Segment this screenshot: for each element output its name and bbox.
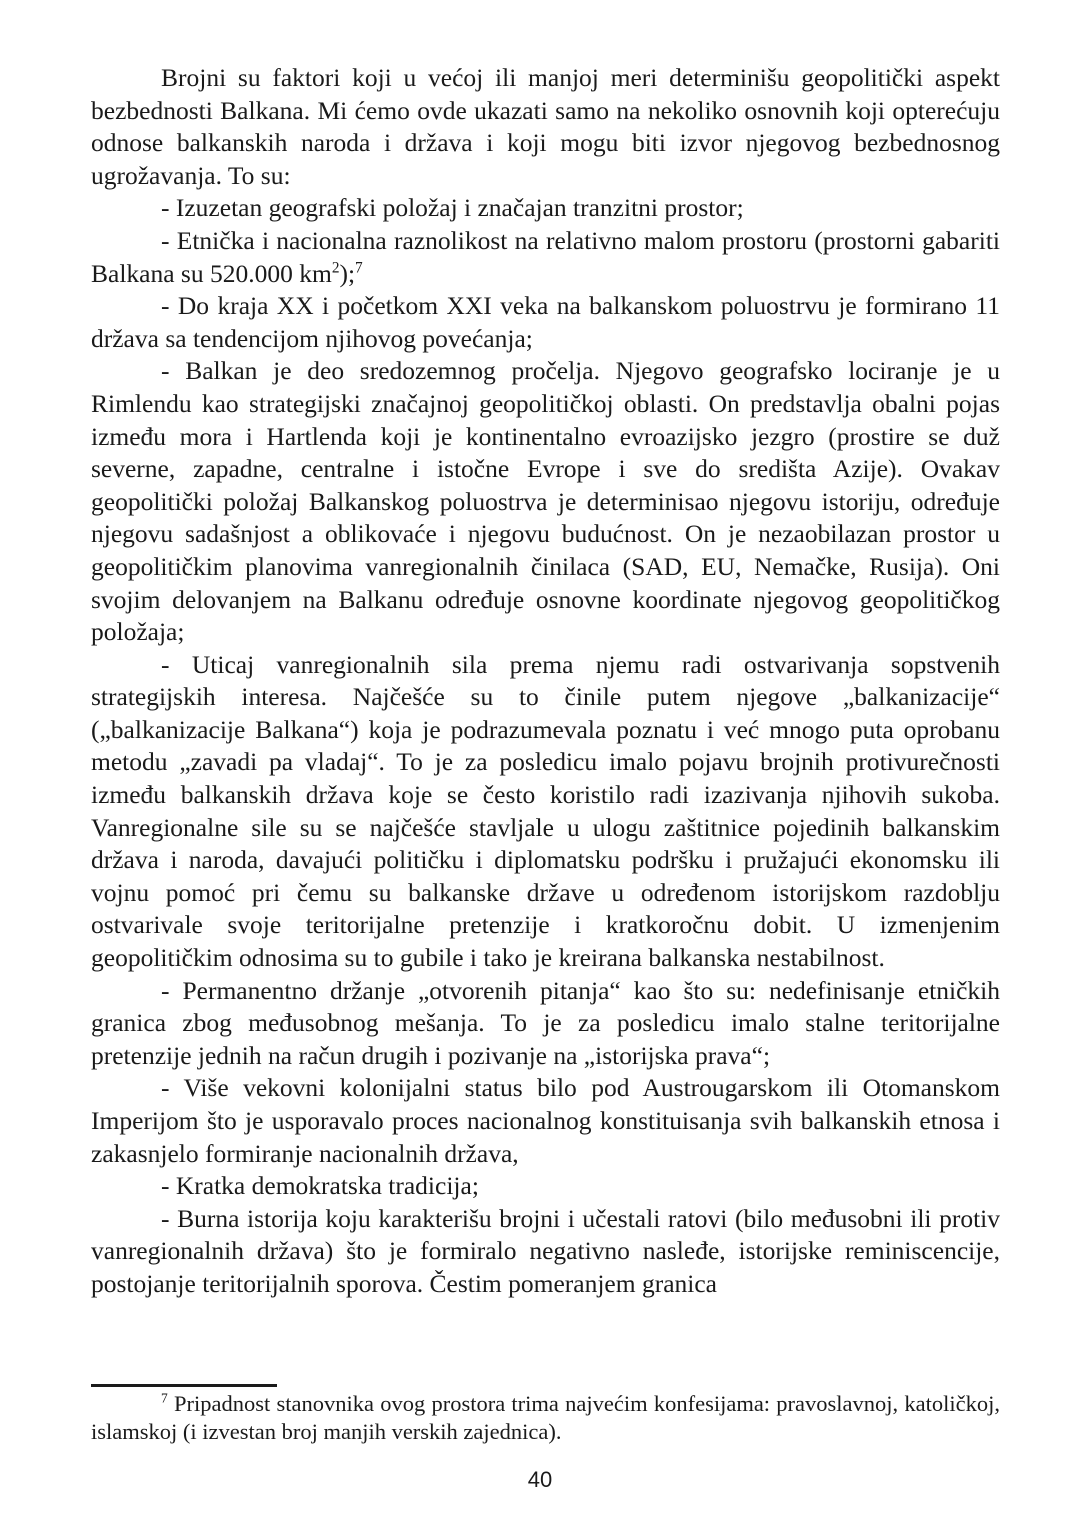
footnote-reference: 7 [355, 259, 363, 277]
list-item-extra-regional-powers: - Uticaj vanregionalnih sila prema njemu radi ostvarivanja sopstvenih strategijskih interesa. Najčešće su to činile putem njegove „balkanizacije“ („balkanizacije Balkana“) koja je podrazumevala poznatu i već mnogo puta oprobanu metodu „zavadi pa vladaj“. To je za posledicu imalo pojavu brojnih protivurečnosti između balkanskih država koje se često koristilo radi izazivanja njihovih sukoba. Vanregionalne sile su se najčešće stavljale u ulogu zaštitnice pojedinih balkanskim država i naroda, davajući političku i diplomatsku podršku i pružajući ekonomsku ili vojnu pomoć pri čemu su balkanske države u određenom istorijskom razdoblju ostvarivale svoje teritorijalne pretenzije i kratkoročnu dobit. U izmenjenim geopolitičkim odnosima su to gubile i tako je kreirana balkanska nestabilnost. [91, 649, 1000, 973]
list-item-democratic-tradition: - Kratka demokratska tradicija; [161, 1171, 479, 1201]
ethnic-diversity-text-end: ); [339, 258, 356, 288]
page-number: 40 [527, 1467, 553, 1492]
footnote-marker: 7 [161, 1390, 168, 1406]
list-item-colonial-status: - Više vekovni kolonijalni status bilo pod Austrougarskom ili Otomanskom Imperijom što je usporavalo proces nacionalnog konstituisanja svih balkanskih etnosa i zakasnjelo formiranje nacionalnih država, [91, 1073, 1000, 1168]
list-item-open-questions: - Permanentno držanje „otvorenih pitanja“ kao što su: nedefinisanje etničkih granica zbog međusobnog mešanja. To je za posledicu imalo stalne teritorijalne pretenzije jednih na račun drugih i pozivanje na „istorijska prava“; [91, 975, 1000, 1070]
ethnic-diversity-text: - Etnička i nacionalna raznolikost na relativno malom prostoru (prostorni gabariti Balkana su 520.000 km [91, 225, 1000, 288]
paragraph-intro: Brojni su faktori koji u većoj ili manjoj meri determinišu geopolitički aspekt bezbednosti Balkana. Mi ćemo ovde ukazati samo na nekoliko osnovnih koji opterećuju odnose balkanskih naroda i država i koji mogu biti izvor njegovog bezbednosnog ugrožavanja. To su: [91, 63, 1000, 190]
main-text [91, 62, 1000, 1301]
footnote-divider [91, 1384, 277, 1387]
list-item-states-formed: - Do kraja XX i početkom XXI veka na balkanskom poluostrvu je formirano 11 država sa tendencijom njihovog povećanja; [91, 291, 1000, 353]
superscript-squared: 2 [331, 259, 340, 277]
list-item-mediterranean-facade: - Balkan je deo sredozemnog pročelja. Njegovo geografsko lociranje je u Rimlendu kao strategijski značajnoj geopolitičkoj oblasti. On predstavlja obalni pojas između mora i Hartlenda koji je kontinentalno evroazijsko jezgro (prostire se duž severne, zapadne, centralne i istočne Evrope i sve do središta Azije). Ovakav geopolitički položaj Balkanskog poluostrva je determinisao njegovu istoriju, određuje njegovu sadašnjost a oblikovaće i njegovu budućnost. On je nezaobilazan prostor u geopolitičkim planovima vanregionalnih činilaca (SAD, EU, Nemačke, Rusija). Oni svojim delovanjem na Balkanu određuje osnovne koordinate njegovog geopolitičkog položaja; [91, 356, 1000, 647]
list-item-geographic-position: - Izuzetan geografski položaj i značajan tranzitni prostor; [161, 193, 744, 223]
list-item-turbulent-history: - Burna istorija koju karakterišu brojni i učestali ratovi (bilo međusobni ili protiv vanregionalnih država) što je formiralo negativno nasleđe, istorijske reminiscencije, postojanje teritorijalnih sporova. Čestim pomeranjem granica [91, 1203, 1000, 1298]
footnote [91, 1390, 1000, 1446]
footnote-text: Pripadnost stanovnika ovog prostora trima najvećim konfesijama: pravoslavnoj, katoličkoj, islamskoj (i izvestan broj manjih verskih zajednica). [91, 1391, 1000, 1444]
list-item-ethnic-diversity [91, 225, 1000, 290]
